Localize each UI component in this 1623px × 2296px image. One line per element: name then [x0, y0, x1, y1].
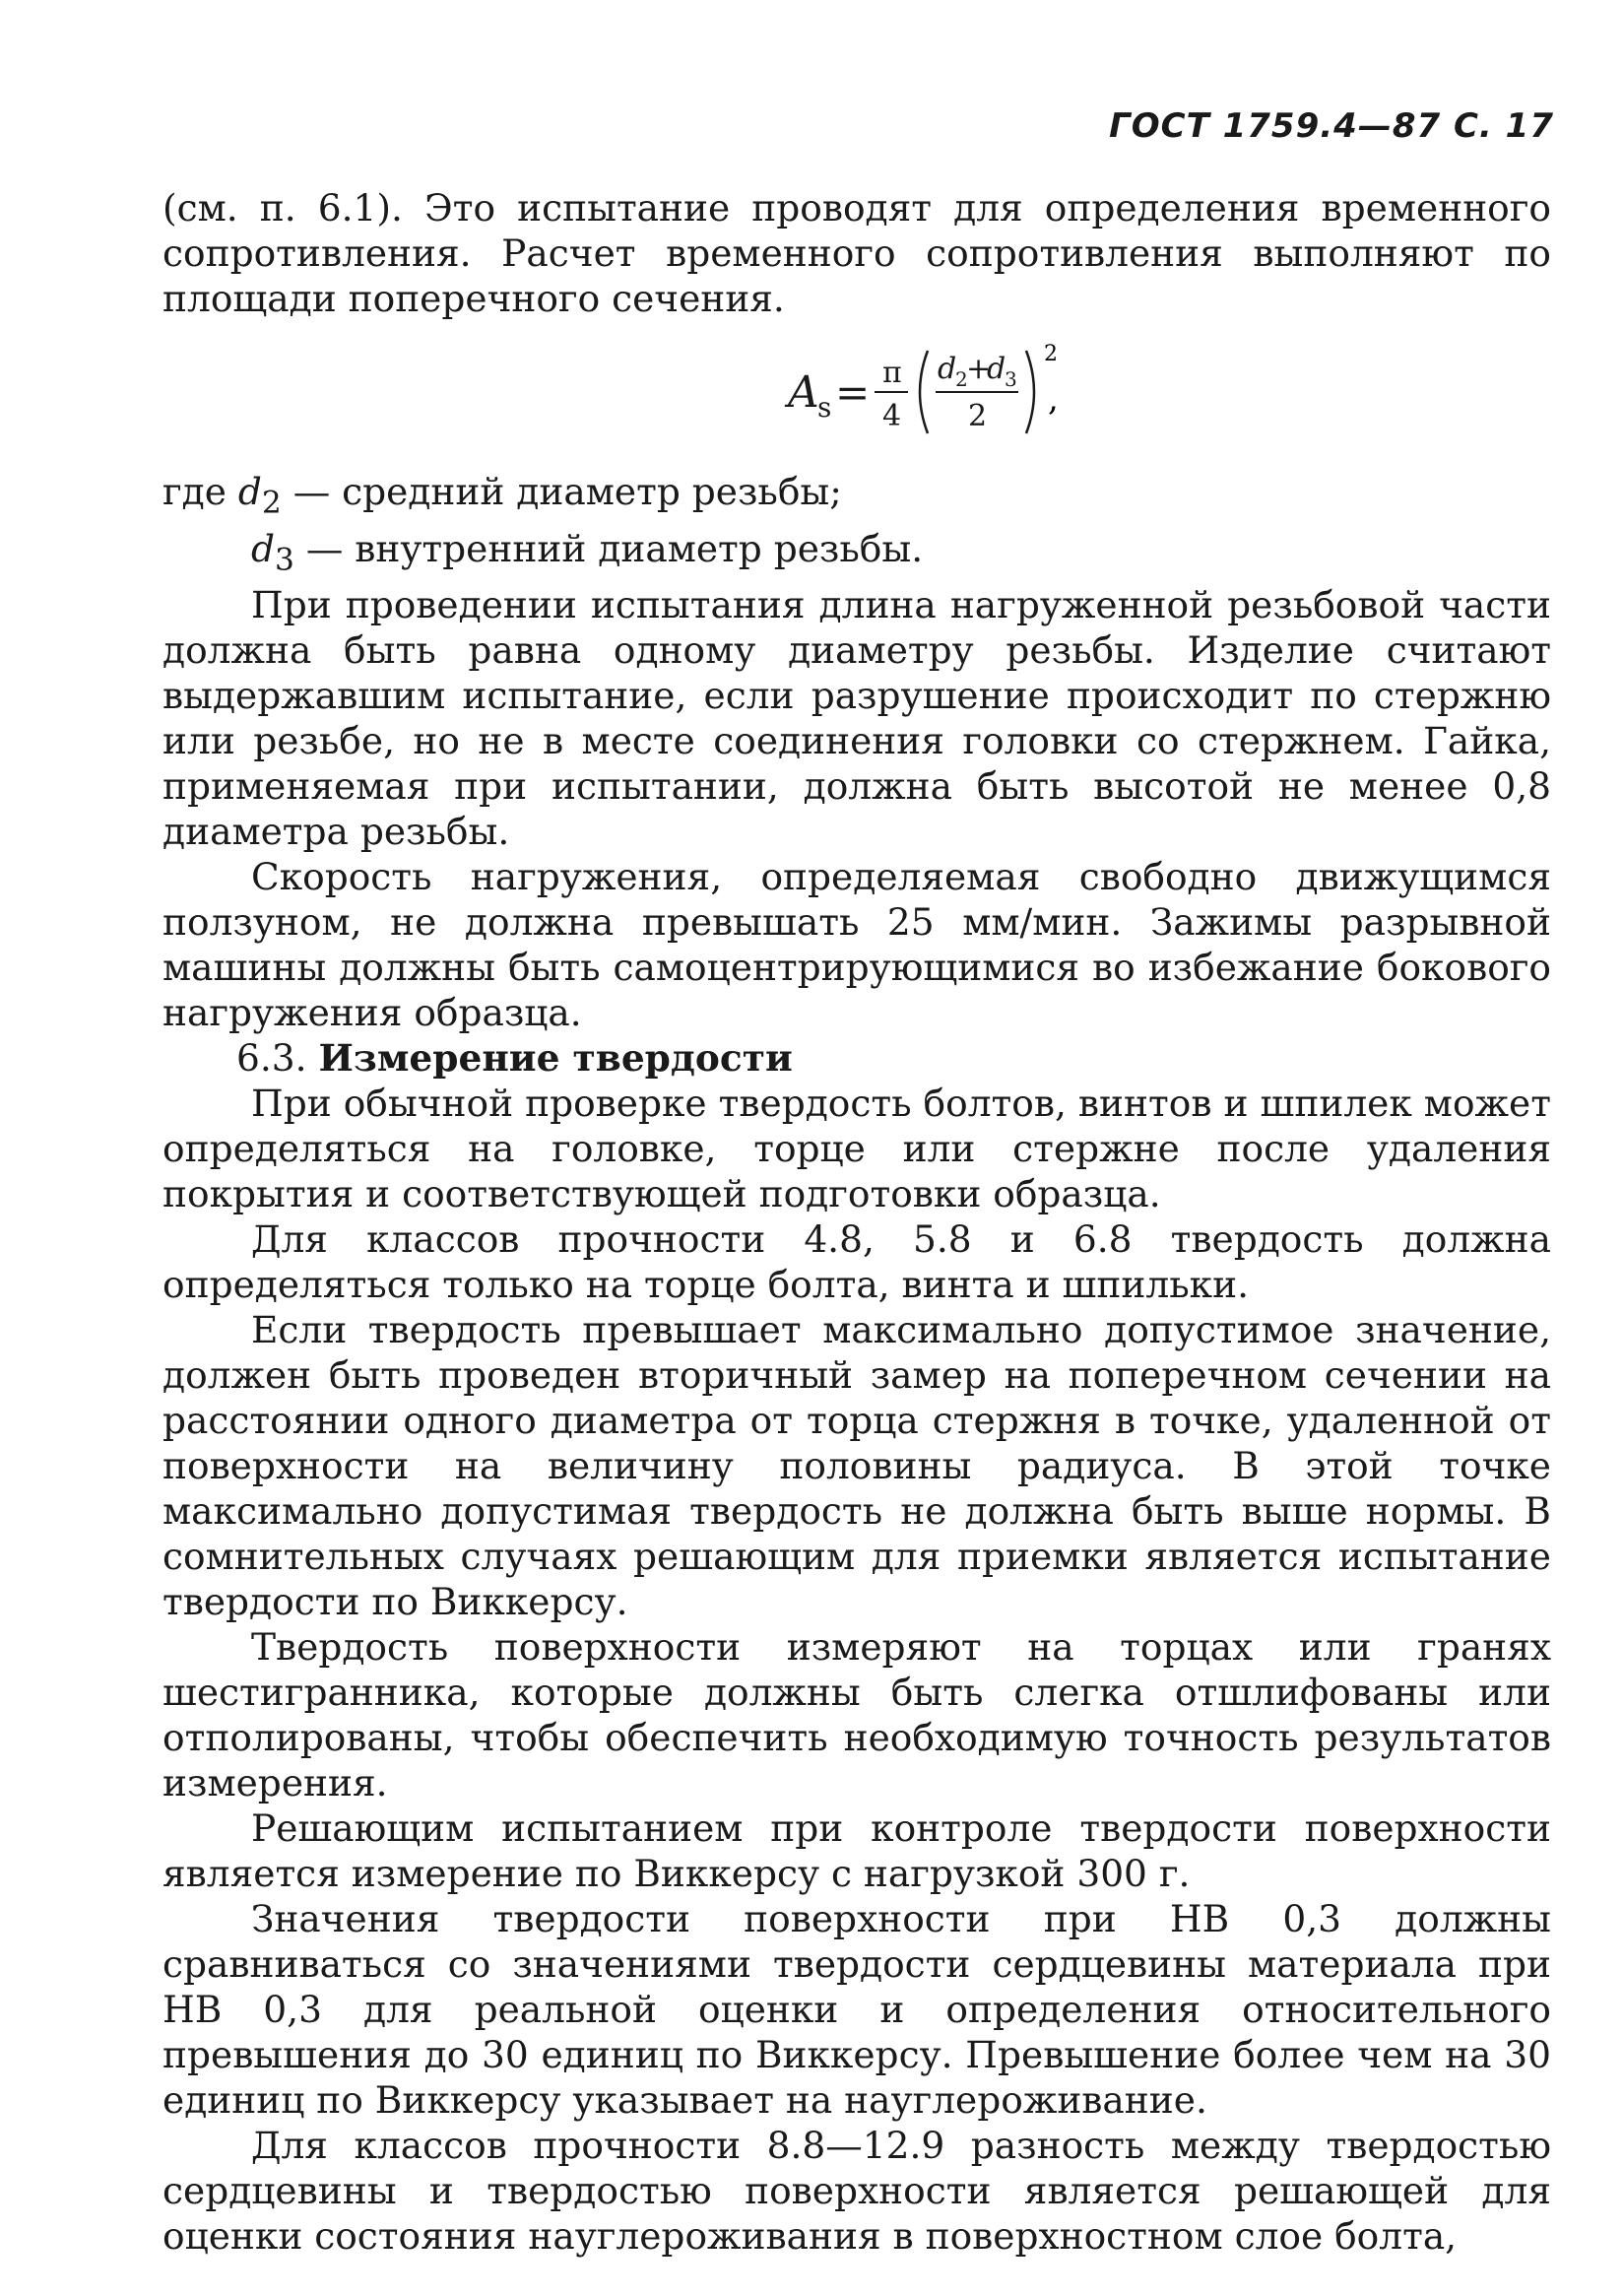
formula-d3: d	[987, 352, 1006, 386]
formula-closing	[1022, 321, 1081, 469]
formula-pi: π	[882, 356, 902, 390]
formula-plus: +	[966, 352, 992, 386]
where-prefix: где	[162, 470, 227, 513]
d3-symbol: d	[251, 526, 276, 570]
formula-lhs-subscript: s	[817, 391, 832, 424]
paragraph-vickers-test: Решающим испытанием при контроле твердости поверхности является измерение по Виккерсу с нагрузкой 300 г.	[162, 1806, 1551, 1895]
d2-description: — средний диаметр резьбы;	[292, 470, 842, 513]
formula-d3-sub: 3	[1005, 367, 1017, 391]
formula-d2-sub: 2	[955, 367, 968, 391]
section-number: 6.3.	[236, 1036, 307, 1080]
section-heading	[162, 1035, 1551, 1081]
d3-subscript: 3	[275, 542, 294, 577]
formula-right-paren	[1026, 351, 1034, 433]
formula-four: 4	[882, 399, 902, 433]
paragraph-max-hardness: Если твердость превышает максимально допустимое значение, должен быть проведен вторичный замер на поперечном сечении на расстоянии одного диаметра от торца стержня в точке, удаленной от поверхности на величину половины радиуса. В этой точке максимально допустимая твердость не должна быть выше нормы. В сомнительных случаях решающим для приемки является испытание твердости по Виккерсу.	[162, 1308, 1551, 1623]
document-body	[162, 185, 1551, 2259]
formula-equals: =	[835, 368, 871, 417]
formula-exponent: 2	[1044, 342, 1058, 366]
paragraph-strength-classes: Для классов прочности 4.8, 5.8 и 6.8 твердость должна определяться только на торце болта, винта и шпильки.	[162, 1217, 1551, 1306]
formula-block	[162, 321, 1551, 469]
d2-subscript: 2	[261, 485, 282, 521]
d3-description: — внутренний диаметр резьбы.	[305, 526, 924, 570]
paragraph-loading-speed: Скорость нагружения, определяемая свободно движущимся ползуном, не должна превышать 25 мм/мин. Зажимы разрывной машины должны быть самоцентрирующимися во избежание бокового нагружения образца.	[162, 855, 1551, 1034]
formula-denominator: 2	[968, 399, 988, 433]
paragraph-hardness-check: При обычной проверке твердость болтов, винтов и шпилек может определяться на головке, торце или стержне после удаления покрытия и соответствующей подготовки образца.	[162, 1082, 1551, 1215]
paragraph-surface-hardness: Твердость поверхности измеряют на торцах или гранях шестигранника, которые должны быть слегка отшлифованы или отполированы, чтобы обеспечить необходимую точность результатов измерения.	[162, 1625, 1551, 1804]
variable-definitions	[162, 469, 1551, 582]
d2-symbol: d	[237, 470, 262, 513]
formula-left-paren	[920, 351, 928, 433]
paragraph-load-test: При проведении испытания длина нагруженной резьбовой части должна быть равна одному диаметру резьбы. Изделие считают выдержавшим испытание, если разрушение происходит по стержню или резьбе, но не в месте соединения головки со стержнем. Гайка, применяемая при испытании, должна быть высотой не менее 0,8 диаметра резьбы.	[162, 583, 1551, 853]
paragraph-carburization: Для классов прочности 8.8—12.9 разность между твердостью сердцевины и твердостью поверхности является решающей для оценки состояния науглероживания в поверхностном слое болта,	[162, 2124, 1551, 2258]
formula-lhs-symbol: A	[788, 367, 819, 418]
page-header: ГОСТ 1759.4—87 С. 17	[1109, 106, 1554, 146]
definition-d3	[162, 526, 1551, 583]
section-title: Измерение твердости	[318, 1036, 793, 1080]
formula-equation	[640, 321, 1034, 469]
formula-trailing-comma: ,	[1048, 379, 1059, 419]
paragraph-hardness-values: Значения твердости поверхности при HB 0,3 должны сравниваться со значениями твердости сердцевины материала при HB 0,3 для реальной оценки и определения относительного превышения до 30 единиц по Виккерсу. Превышение более чем на 30 единиц по Виккерсу указывает на науглероживание.	[162, 1897, 1551, 2122]
intro-paragraph: (см. п. 6.1). Это испытание проводят для определения временного сопротивления. Расчет временного сопротивления выполняют по площади поперечного сечения.	[162, 186, 1551, 320]
formula-d2: d	[938, 352, 957, 386]
definition-d2	[162, 469, 1551, 526]
